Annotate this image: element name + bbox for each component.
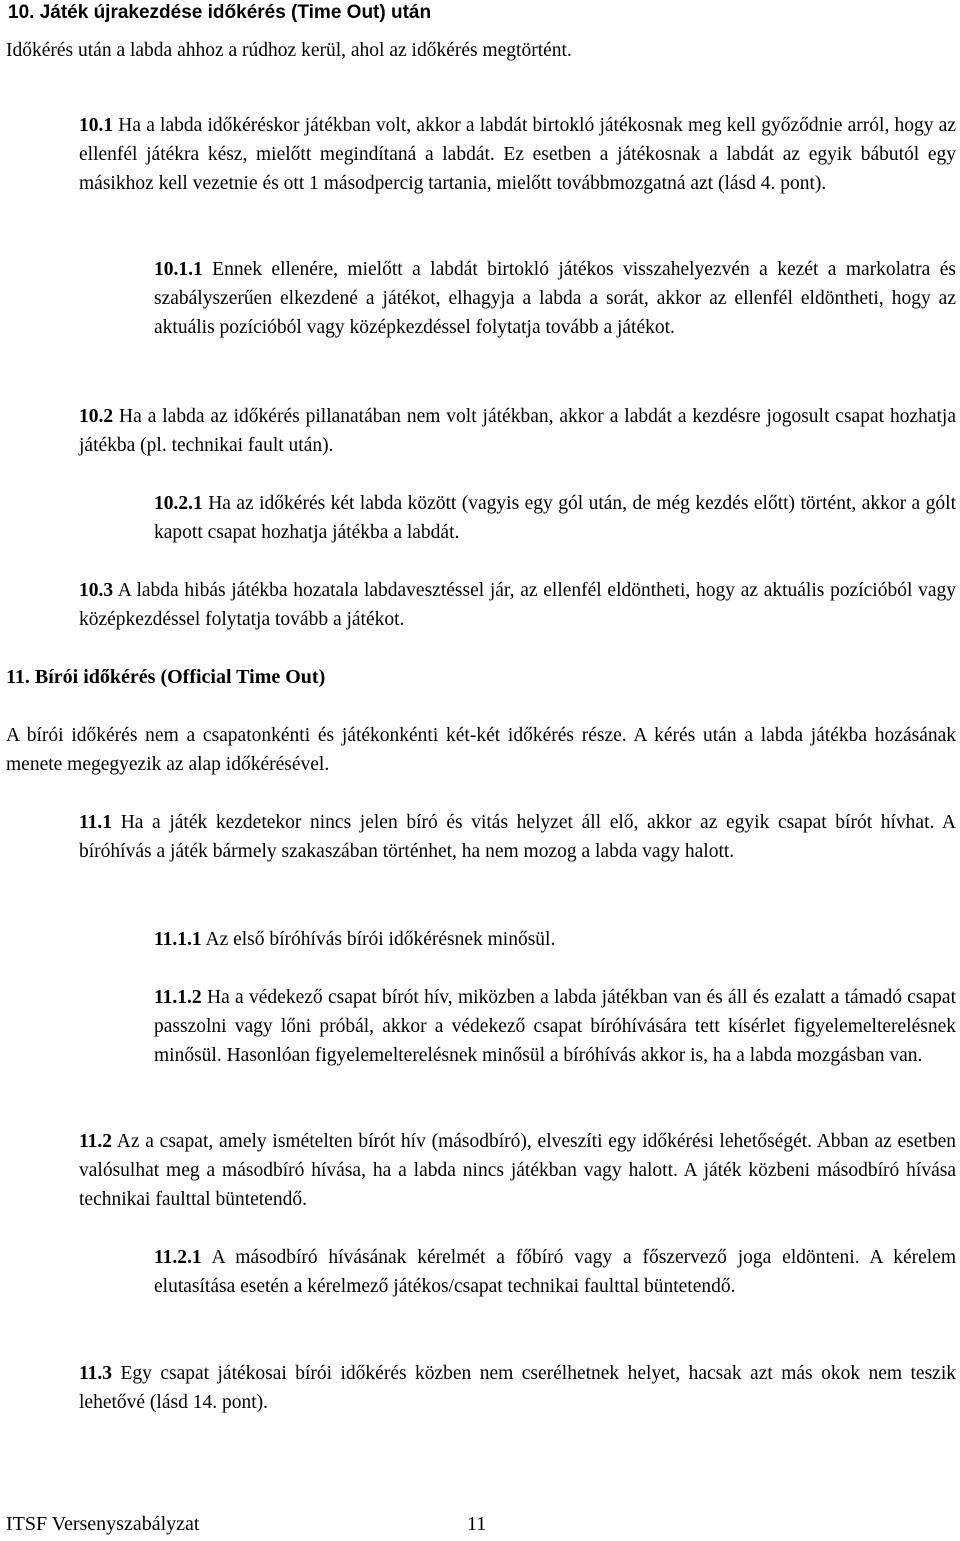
clause-number: 11.1.1 — [154, 929, 202, 950]
clause-text: Ha a labda az időkérés pillanatában nem volt játékban, akkor a labdát a kezdésre jogosult csapat hozhatja játékba (pl. technikai fault után). — [79, 406, 956, 456]
section-heading-11: 11. Bírói időkérés (Official Time Out) — [6, 666, 326, 688]
paragraph-10-3 — [79, 576, 956, 634]
intro-paragraph-11: A bírói időkérés nem a csapatonkénti és játékonkénti két-két időkérés része. A kérés után a labda játékba hozásának menete megegyezik az alap időkérésével. — [6, 725, 956, 775]
clause-number: 11.2 — [79, 1131, 113, 1152]
paragraph-11-1-1 — [154, 925, 956, 954]
clause-text: A másodbíró hívásának kérelmét a főbíró vagy a főszervező joga eldönteni. A kérelem elutasítása esetén a kérelmező játékos/csapat technikai faulttal büntetendő. — [154, 1247, 956, 1297]
clause-number: 10.1 — [79, 115, 114, 136]
clause-text: Ha a védekező csapat bírót hív, miközben a labda játékban van és áll és ezalatt a támadó csapat passzolni vagy lőni próbál, akkor a védekező csapat bíróhívására tett kísérlet figyelemelterelésnek minősül. Hasonlóan figyelemelterelésnek minősül a bíróhívás akkor is, ha a labda mozgásban van. — [154, 987, 956, 1066]
intro-paragraph-10: Időkérés után a labda ahhoz a rúdhoz kerül, ahol az időkérés megtörtént. — [6, 40, 572, 61]
paragraph-11-2-1 — [154, 1243, 956, 1301]
clause-text: Egy csapat játékosai bírói időkérés közben nem cserélhetnek helyet, hacsak azt más okok nem teszik lehetővé (lásd 14. pont). — [79, 1363, 956, 1413]
footer-title: ITSF Versenyszabályzat — [6, 1513, 200, 1535]
paragraph-10-2 — [79, 402, 956, 460]
clause-text: Ha a játék kezdetekor nincs jelen bíró és vitás helyzet áll elő, akkor az egyik csapat bírót hívhat. A bíróhívás a játék bármely szakaszában történhet, ha nem mozog a labda vagy halott. — [79, 812, 956, 862]
paragraph-10-1-1 — [154, 255, 956, 342]
clause-number: 10.2 — [79, 406, 114, 427]
paragraph-11-1-2 — [154, 983, 956, 1070]
paragraph-11-1 — [79, 808, 956, 866]
clause-number: 10.3 — [79, 580, 114, 601]
clause-number: 10.2.1 — [154, 493, 203, 514]
footer-page-number: 11 — [467, 1513, 487, 1535]
clause-text: Az első bíróhívás bírói időkérésnek minősül. — [201, 929, 556, 950]
clause-text: Ha a labda időkéréskor játékban volt, akkor a labdát birtokló játékosnak meg kell győződnie arról, hogy az ellenfél játékra kész, mielőtt megindítaná a labdát. Ez esetben a játékosnak a labdát az egyik bábutól egy másikhoz kell vezetnie és ott 1 másodpercig tartania, mielőtt továbbmozgatná azt (lásd 4. pont). — [79, 115, 956, 194]
clause-text: Az a csapat, amely ismételten bírót hív (másodbíró), elveszíti egy időkérési lehetőségét. Abban az esetben valósulhat meg a másodbíró hívása, ha a labda nincs játékban vagy halott. A játék közbeni másodbíró hívása technikai faulttal büntetendő. — [79, 1131, 956, 1210]
section-heading-10: 10. Játék újrakezdése időkérés (Time Out) után — [8, 2, 432, 23]
clause-number: 10.1.1 — [154, 259, 203, 280]
clause-number: 11.3 — [79, 1363, 113, 1384]
paragraph-10-2-1 — [154, 489, 956, 547]
clause-number: 11.1.2 — [154, 987, 202, 1008]
clause-number: 11.1 — [79, 812, 113, 833]
clause-number: 11.2.1 — [154, 1247, 202, 1268]
clause-text: A labda hibás játékba hozatala labdavesztéssel jár, az ellenfél eldöntheti, hogy az aktuális pozícióból vagy középkezdéssel folytatja tovább a játékot. — [79, 580, 956, 630]
paragraph-10-1 — [79, 111, 956, 198]
paragraph-11-3 — [79, 1359, 956, 1417]
paragraph-11-2 — [79, 1127, 956, 1214]
clause-text: Ennek ellenére, mielőtt a labdát birtokló játékos visszahelyezvén a kezét a markolatra és szabályszerűen elkezdené a játékot, elhagyja a labda a sorát, akkor az ellenfél eldöntheti, hogy az aktuális pozícióból vagy középkezdéssel folytatja tovább a játékot. — [154, 259, 956, 338]
clause-text: Ha az időkérés két labda között (vagyis egy gól után, de még kezdés előtt) történt, akkor a gólt kapott csapat hozhatja játékba a labdát. — [154, 493, 956, 543]
